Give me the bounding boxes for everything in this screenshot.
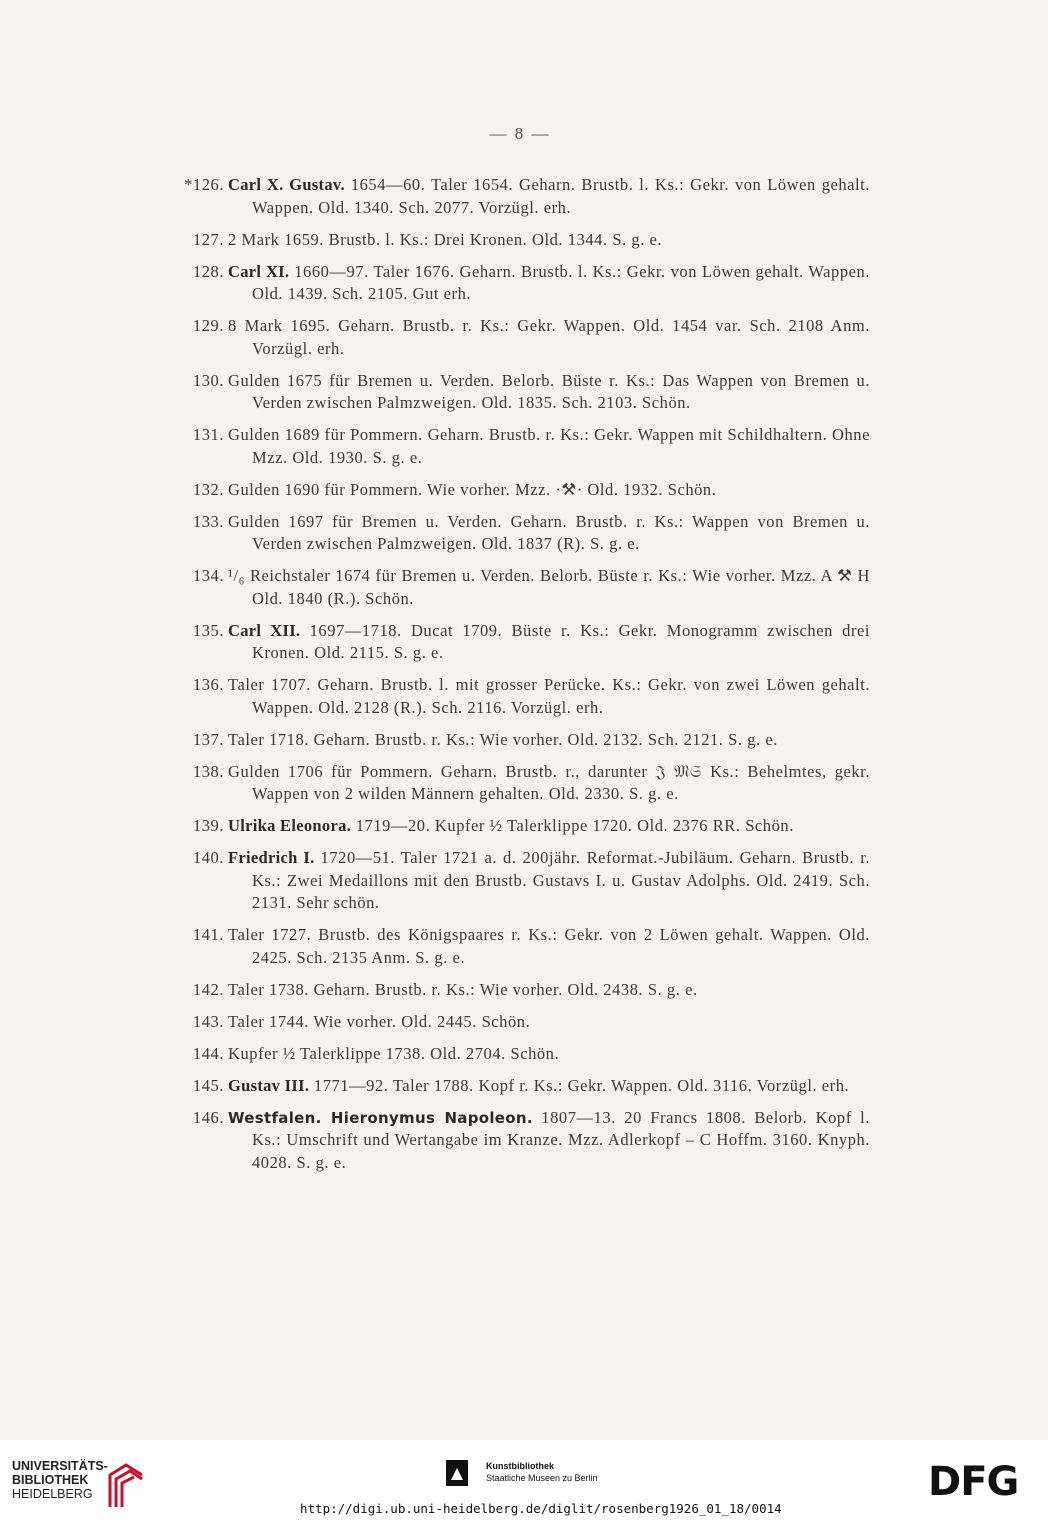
entry-number: 142. [192,979,224,999]
entry-number: 140. [192,848,224,867]
catalog-entry [160,729,870,752]
catalog-entry [160,674,870,719]
kunstbibliothek-icon [446,1460,468,1486]
entry-description: Gulden 1690 für Pommern. Wie vorher. Mzz. ·⚒· Old. 1932. Schön. [228,479,717,499]
entry-description: ¹/₆ Reichstaler 1674 für Bremen u. Verden. Belorb. Büste r. Ks.: Wie vorher. Mzz. A ⚒ H Old. 1840 (R.). Schön. [228,566,870,608]
entry-description: Taler 1738. Geharn. Brustb. r. Ks.: Wie vorher. Old. 2438. S. g. e. [228,979,698,999]
dfg-logo[interactable]: DFG [928,1459,1019,1505]
catalog-entry [160,1107,870,1175]
catalog-entry [160,370,870,415]
entry-ruler: Carl X. Gustav. [228,175,345,194]
entry-number: 129. [192,316,224,335]
ub-heidelberg-logo[interactable] [12,1459,162,1511]
ub-line-2: BIBLIOTHEK [12,1473,89,1487]
entry-ruler: Carl XII. [228,620,301,640]
catalog-entry [160,761,870,806]
entry-number: 127. [192,229,224,249]
entry-number: 131. [192,425,224,444]
catalog-entry [160,924,870,969]
entry-description: 8 Mark 1695. Geharn. Brustb. r. Ks.: Gekr. Wappen. Old. 1454 var. Sch. 2108 Anm. Vorzügl. erh. [228,316,870,358]
catalog-entry [160,1043,870,1066]
entry-number: *126. [184,175,224,194]
entry-number: 141. [192,925,224,944]
entry-number: 135. [192,620,224,640]
entry-description: 1771—92. Taler 1788. Kopf r. Ks.: Gekr. Wappen. Old. 3116. Vorzügl. erh. [309,1075,850,1095]
entry-description: 1720—51. Taler 1721 a. d. 200jähr. Reformat.-Jubiläum. Geharn. Brustb. r. Ks.: Zwei Medaillons mit den Brustb. Gustavs I. u. Gustav Adolphs. Old. 2419. Sch. 2131. Sehr schön. [252,848,870,912]
entry-number: 137. [192,729,224,749]
catalog-entry [160,979,870,1002]
permalink-url[interactable]: http://digi.ub.uni-heidelberg.de/diglit/rosenberg1926_01_18/0014 [300,1501,782,1516]
entry-ruler: Friedrich I. [228,848,315,867]
entry-description: 1654—60. Taler 1654. Geharn. Brustb. l. Ks.: Gekr. von Löwen gehalt. Wappen. Old. 1340. Sch. 2077. Vorzügl. erh. [252,175,870,217]
kb-line-2: Staatliche Museen zu Berlin [486,1473,598,1483]
page-number: — 8 — [489,124,551,143]
catalog-entry [160,1011,870,1034]
entry-number: 136. [192,675,224,694]
kunstbibliothek-logo[interactable] [446,1458,646,1488]
entry-ruler: Carl XI. [228,261,290,281]
ub-line-1: UNIVERSITÄTS- [12,1459,108,1473]
kb-line-1: Kunstbibliothek [486,1461,554,1471]
entry-description: Taler 1744. Wie vorher. Old. 2445. Schön. [228,1011,531,1031]
ub-line-3: HEIDELBERG [12,1487,93,1501]
catalog-entry [160,565,870,610]
entry-number: 144. [192,1043,224,1063]
entry-description: 1807—13. 20 Francs 1808. Belorb. Kopf l. Ks.: Umschrift und Wertangabe im Kranze. Mzz. Adlerkopf – C Hoffm. 3160. Knyph. 4028. S. g. e. [252,1107,870,1172]
catalog-entry [160,815,870,838]
catalog-entry [160,511,870,556]
entry-number: 133. [192,511,224,531]
catalog-entry [160,479,870,502]
entry-number: 134. [192,566,224,585]
entry-ruler: Westfalen. Hieronymus Napoleon. [228,1108,533,1127]
entry-description: 1660—97. Taler 1676. Geharn. Brustb. l. Ks.: Gekr. von Löwen gehalt. Wappen. Old. 1439. Sch. 2105. Gut erh. [252,261,870,303]
catalog-entry [160,424,870,469]
entry-description: Taler 1718. Geharn. Brustb. r. Ks.: Wie vorher. Old. 2132. Sch. 2121. S. g. e. [228,729,778,749]
catalog-entries [160,174,870,1184]
catalog-entry [160,620,870,665]
ub-logo-text [12,1459,108,1501]
entry-description: Gulden 1675 für Bremen u. Verden. Belorb. Büste r. Ks.: Das Wappen von Bremen u. Verden zwischen Palmzweigen. Old. 1835. Sch. 2103. Schön. [228,370,870,412]
catalog-entry [160,315,870,360]
kunstbibliothek-text [486,1460,598,1484]
entry-description: Kupfer ½ Talerklippe 1738. Old. 2704. Schön. [228,1043,560,1063]
entry-number: 143. [192,1011,224,1031]
entry-description: 1719—20. Kupfer ½ Talerklippe 1720. Old. 2376 RR. Schön. [351,816,794,835]
entry-number: 146. [192,1107,224,1127]
footer-bar [0,1440,1048,1523]
catalog-entry [160,229,870,252]
entry-number: 139. [192,816,224,835]
entry-description: Gulden 1689 für Pommern. Geharn. Brustb. r. Ks.: Gekr. Wappen mit Schildhaltern. Ohne Mzz. Old. 1930. S. g. e. [228,425,870,467]
entry-number: 128. [192,261,224,281]
entry-description: Gulden 1706 für Pommern. Geharn. Brustb. r., darunter 𝔍 𝔐𝔖 Ks.: Behelmtes, gekr. Wappen von 2 wilden Männern gehalten. Old. 2330. S. g. e. [228,761,870,803]
entry-description: 2 Mark 1659. Brustb. l. Ks.: Drei Kronen. Old. 1344. S. g. e. [228,229,663,249]
entry-description: 1697—1718. Ducat 1709. Büste r. Ks.: Gekr. Monogramm zwischen drei Kronen. Old. 2115. S. g. e. [252,620,870,662]
catalog-entry [160,261,870,306]
entry-number: 130. [192,370,224,390]
catalog-entry [160,174,870,219]
catalog-entry [160,1075,870,1098]
entry-description: Taler 1707. Geharn. Brustb. l. mit grosser Perücke. Ks.: Gekr. von zwei Löwen gehalt. Wappen. Old. 2128 (R.). Sch. 2116. Vorzügl. erh. [228,675,870,717]
entry-description: Taler 1727. Brustb. des Königspaares r. Ks.: Gekr. von 2 Löwen gehalt. Wappen. Old. 2425. Sch. 2135 Anm. S. g. e. [228,925,870,967]
ub-mark-icon [106,1461,146,1509]
entry-description: Gulden 1697 für Bremen u. Verden. Geharn. Brustb. r. Ks.: Wappen von Bremen u. Verden zwischen Palmzweigen. Old. 1837 (R). S. g. e. [228,511,870,553]
entry-number: 138. [192,761,224,781]
entry-ruler: Ulrika Eleonora. [228,816,352,835]
entry-number: 132. [192,479,224,499]
entry-ruler: Gustav III. [228,1075,310,1095]
entry-number: 145. [192,1075,224,1095]
catalog-entry [160,847,870,915]
